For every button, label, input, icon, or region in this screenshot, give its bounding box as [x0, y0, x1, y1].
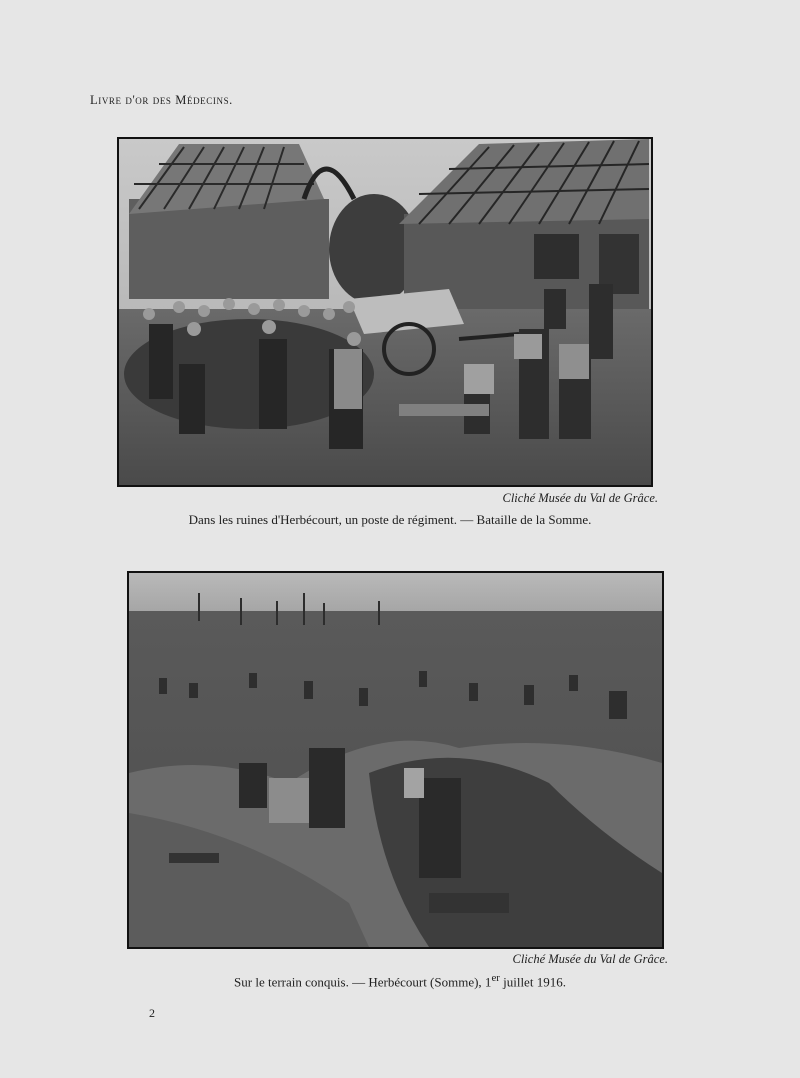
- photo-ruins-herbecourt: [117, 137, 653, 487]
- caption-text: juillet 1916.: [499, 974, 566, 990]
- running-head: Livre d'or des Médecins.: [90, 93, 233, 107]
- photo-credit: Cliché Musée du Val de Grâce.: [512, 952, 668, 966]
- photo-credit: Cliché Musée du Val de Grâce.: [502, 491, 658, 505]
- photo-caption: [120, 972, 680, 990]
- photo-conquered-terrain: [127, 571, 664, 949]
- page-number: 2: [149, 1006, 155, 1020]
- caption-superscript: er: [491, 972, 500, 984]
- photo-caption: Dans les ruines d'Herbécourt, un poste de régiment. — Bataille de la Somme.: [188, 512, 592, 527]
- caption-text: Sur le terrain conquis. — Herbécourt (Somme), 1: [234, 974, 492, 990]
